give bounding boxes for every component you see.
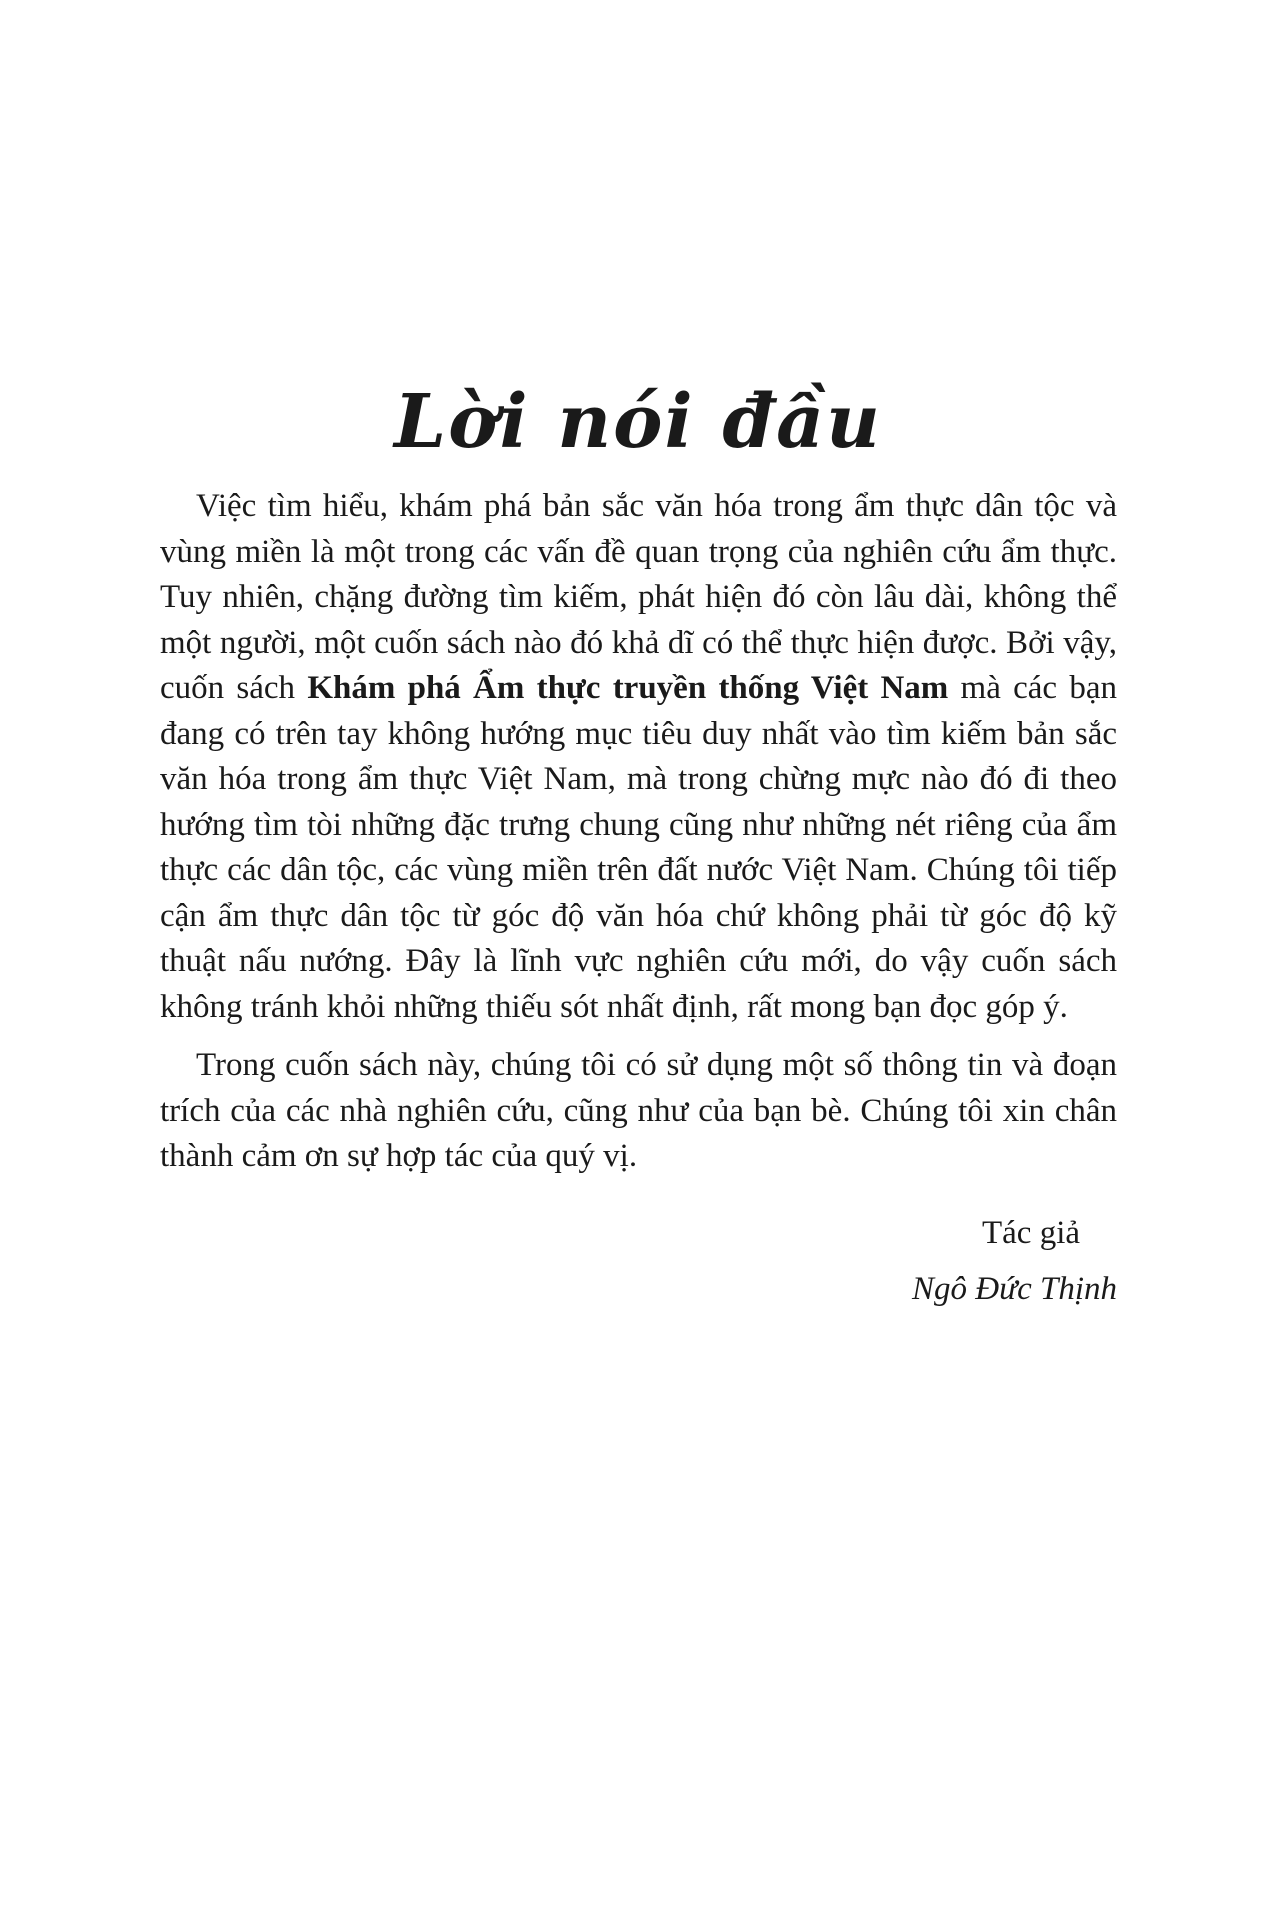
paragraph-1 (160, 484, 1117, 1030)
preface-body (160, 484, 1117, 1180)
paragraph-1-text-start: Việc tìm hiểu, khám phá bản sắc văn hóa trong ẩm thực dân tộc và vùng miền là một trong các vấn đề quan trọng của nghiên cứu ẩm thực. Tuy nhiên, chặng đường tìm kiếm, phát hiện đó còn lâu dài, không thể một người, một cuốn sách nào đó khả dĩ có thể thực hiện được. Bởi vậy, cuốn sách (160, 488, 1117, 706)
book-title-bold: Khám phá Ẩm thực truyền thống Việt Nam (307, 670, 949, 706)
paragraph-1-text-end: mà các bạn đang có trên tay không hướng mục tiêu duy nhất vào tìm kiếm bản sắc văn hóa trong ẩm thực Việt Nam, mà trong chừng mực nào đó đi theo hướng tìm tòi những đặc trưng chung cũng như những nét riêng của ẩm thực các dân tộc, các vùng miền trên đất nước Việt Nam. Chúng tôi tiếp cận ẩm thực dân tộc từ góc độ văn hóa chứ không phải từ góc độ kỹ thuật nấu nướng. Đây là lĩnh vực nghiên cứu mới, do vậy cuốn sách không tránh khỏi những thiếu sót nhất định, rất mong bạn đọc góp ý. (160, 670, 1117, 1025)
author-name: Ngô Đức Thịnh (911, 1271, 1117, 1307)
paragraph-2: Trong cuốn sách này, chúng tôi có sử dụng một số thông tin và đoạn trích của các nhà nghiên cứu, cũng như của bạn bè. Chúng tôi xin chân thành cảm ơn sự hợp tác của quý vị. (160, 1047, 1117, 1174)
page-title: Lời nói đầu (394, 378, 882, 465)
author-role: Tác giả (982, 1215, 1081, 1251)
signature-block (900, 1205, 1117, 1317)
